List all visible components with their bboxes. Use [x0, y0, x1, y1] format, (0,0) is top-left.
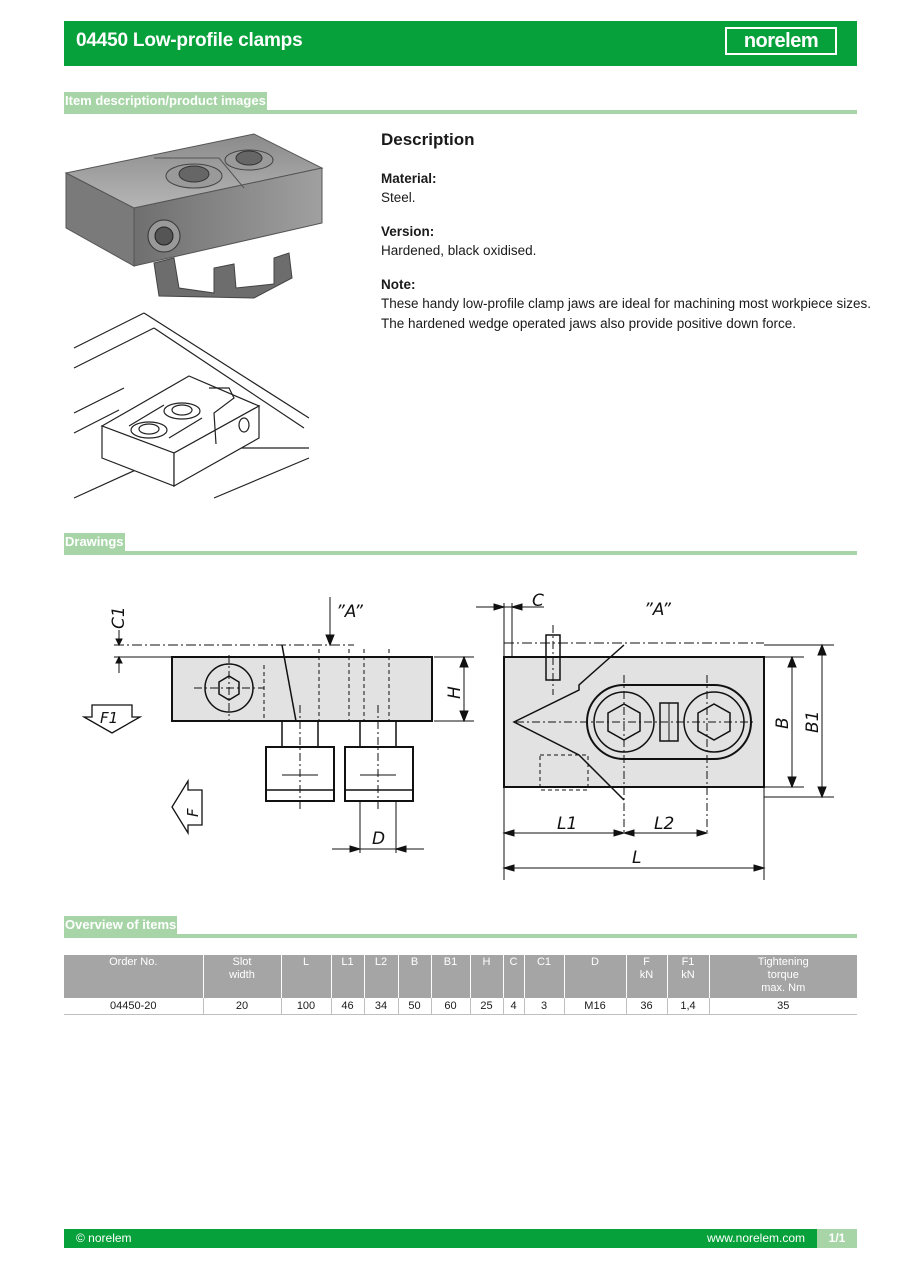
header-text: B	[410, 956, 419, 968]
table-cell: 1,4	[667, 998, 709, 1015]
table-header-cell	[503, 955, 524, 998]
header-text: torque	[767, 969, 799, 981]
installation-sketch	[64, 308, 314, 508]
note-text-line-1: These handy low-profile clamp jaws are ideal for machining most workpiece sizes.	[381, 296, 871, 311]
page-title: 04450 Low-profile clamps	[76, 30, 303, 51]
label-a2: ”A”	[644, 600, 671, 620]
label-f: F	[184, 808, 202, 817]
logo-text: norelem	[743, 29, 819, 52]
header-text: D	[591, 956, 599, 968]
table-cell: 20	[203, 998, 281, 1015]
table-cell: 04450-20	[64, 998, 203, 1015]
label-c1: C1	[109, 606, 129, 629]
label-a: ”A”	[336, 602, 363, 622]
table-header-cell	[364, 955, 398, 998]
table-header-cell	[470, 955, 503, 998]
norelem-logo	[725, 27, 837, 55]
section-title-overview: Overview of items	[64, 916, 177, 935]
label-c: C	[532, 591, 544, 611]
technical-drawing	[64, 585, 857, 885]
header-text: L2	[374, 956, 388, 968]
section-title-drawings: Drawings	[64, 533, 125, 552]
table-cell: 46	[331, 998, 364, 1015]
table-header-cell	[524, 955, 564, 998]
table-cell: 50	[398, 998, 431, 1015]
table-header-cell	[709, 955, 857, 998]
material-value: Steel.	[381, 190, 416, 205]
label-b1: B1	[803, 710, 823, 733]
table-row	[64, 998, 857, 1015]
table-cell: M16	[564, 998, 626, 1015]
material-label: Material:	[381, 171, 437, 186]
table-header-cell	[431, 955, 470, 998]
table-header-cell	[564, 955, 626, 998]
note-label: Note:	[381, 277, 416, 292]
page-footer	[64, 1229, 857, 1248]
table-cell: 36	[626, 998, 667, 1015]
label-b: B	[773, 717, 793, 729]
page-number: 1/1	[817, 1229, 857, 1248]
table-cell: 25	[470, 998, 503, 1015]
header-text: Slot	[232, 956, 252, 968]
items-table	[64, 955, 857, 1015]
footer-website-link[interactable]: www.norelem.com	[706, 1231, 805, 1245]
header-text: Tightening	[757, 956, 809, 968]
header-text: width	[229, 969, 255, 981]
header-text: L	[302, 956, 310, 968]
table-cell: 35	[709, 998, 857, 1015]
table-cell: 3	[524, 998, 564, 1015]
section-divider-drawings	[64, 551, 857, 555]
header-text: B1	[443, 956, 458, 968]
section-divider-overview	[64, 934, 857, 938]
header-text: Order No.	[109, 956, 158, 968]
header-text: H	[482, 956, 491, 968]
table-cell: 60	[431, 998, 470, 1015]
table-header-cell	[281, 955, 331, 998]
header-text: L1	[341, 956, 354, 968]
page-header	[64, 21, 857, 66]
table-header-cell	[626, 955, 667, 998]
header-text: kN	[639, 969, 654, 981]
label-l2: L2	[654, 814, 675, 834]
table-cell: 34	[364, 998, 398, 1015]
label-d: D	[372, 829, 386, 849]
product-photo	[64, 128, 326, 303]
table-header-cell	[398, 955, 431, 998]
table-header-cell	[64, 955, 203, 998]
section-title-images: Item description/product images	[64, 92, 267, 111]
table-header-cell	[331, 955, 364, 998]
table-header-row	[64, 955, 857, 998]
version-label: Version:	[381, 224, 435, 239]
header-text: F1	[681, 956, 695, 968]
header-text: kN	[681, 969, 695, 981]
header-text: F	[643, 956, 650, 968]
label-h: H	[445, 686, 465, 699]
footer-copyright: © norelem	[76, 1231, 132, 1245]
table-body	[64, 998, 857, 1015]
table-cell: 4	[503, 998, 524, 1015]
note-text-line-2: The hardened wedge operated jaws also provide positive down force.	[381, 316, 797, 331]
table-cell: 100	[281, 998, 331, 1015]
table-header-cell	[203, 955, 281, 998]
header-text: max. Nm	[761, 982, 806, 994]
header-text: C	[509, 956, 518, 968]
label-l1: L1	[557, 814, 578, 834]
table-header-cell	[667, 955, 709, 998]
description-heading: Description	[381, 130, 475, 149]
version-value: Hardened, black oxidised.	[381, 243, 537, 258]
header-text: C1	[536, 956, 552, 968]
label-f1: F1	[100, 709, 119, 727]
label-l: L	[632, 848, 642, 868]
